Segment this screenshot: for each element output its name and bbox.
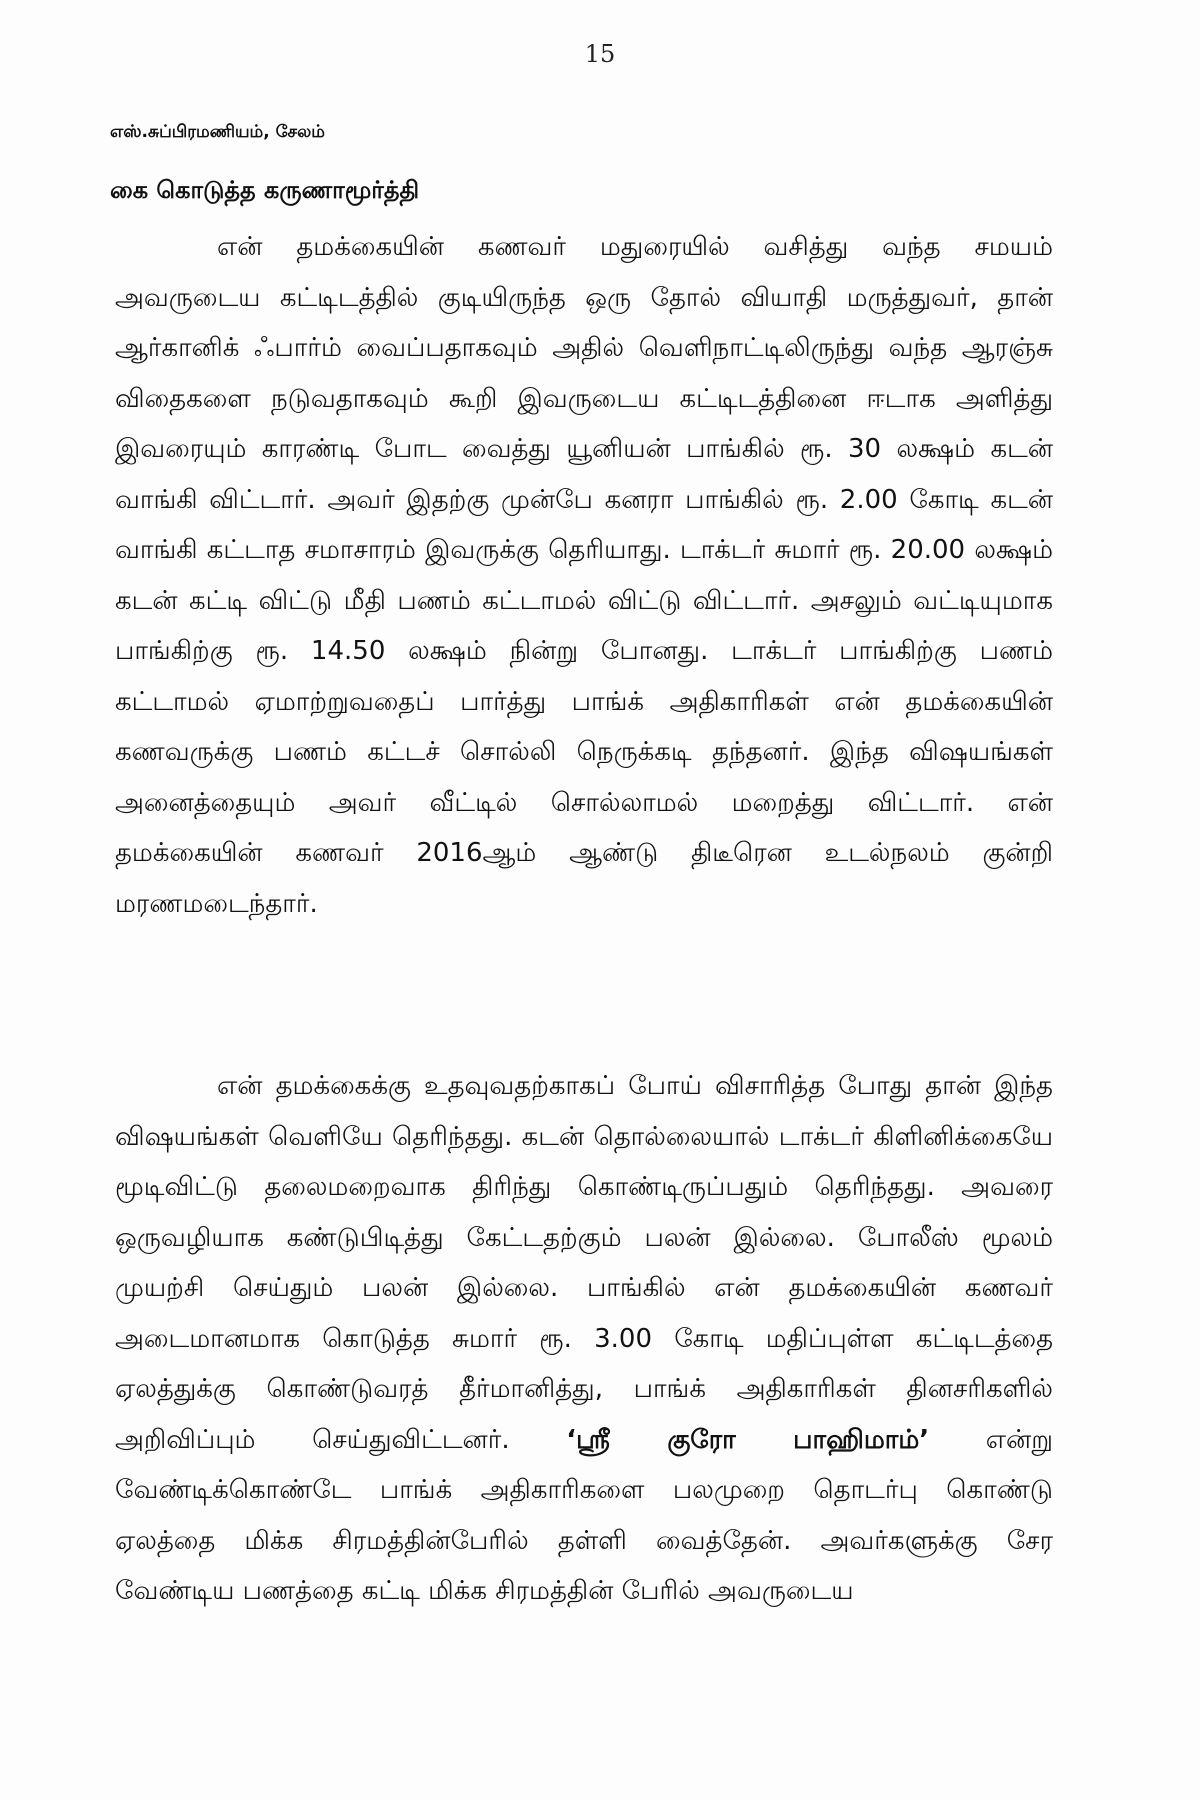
paragraph-2-text-end: என்று வேண்டிக்கொண்டே பாங்க் அதிகாரிகளை பலமுறை தொடர்பு கொண்டு ஏலத்தை மிக்க சிரமத்தின்பேரில் தள்ளி வைத்தேன். அவர்களுக்கு சேர வேண்டிய பணத்தை கட்டி மிக்க சிரமத்தின் பேரில் அவருடைய <box>115 1424 1053 1606</box>
author-byline: எஸ்.சுப்பிரமணியம், சேலம் <box>110 122 325 142</box>
article-title: கை கொடுத்த கருணாமூர்த்தி <box>110 176 420 204</box>
page-number: 15 <box>584 40 616 68</box>
body-paragraph-2 <box>115 1061 1053 1617</box>
body-paragraph-1-block <box>115 222 1053 929</box>
body-paragraph-2-block <box>115 1061 1053 1617</box>
deity-invocation: ‘ஸ்ரீ குரோ பாஹிமாம்’ <box>566 1424 930 1455</box>
paragraph-2-text-start: என் தமக்கைக்கு உதவுவதற்காகப் போய் விசாரித்த போது தான் இந்த விஷயங்கள் வெளியே தெரிந்தது. கடன் தொல்லையால் டாக்டர் கிளினிக்கையே மூடிவிட்டு தலைமறைவாக திரிந்து கொண்டிருப்பதும் தெரிந்தது. அவரை ஒருவழியாக கண்டுபிடித்து கேட்டதற்கும் பலன் இல்லை. போலீஸ் மூலம் முயற்சி செய்தும் பலன் இல்லை. பாங்கில் என் தமக்கையின் கணவர் அடைமானமாக கொடுத்த சுமார் ரூ. 3.00 கோடி மதிப்புள்ள கட்டிடத்தை ஏலத்துக்கு கொண்டுவரத் தீர்மானித்து, பாங்க் அதிகாரிகள் தினசரிகளில் அறிவிப்பும் செய்துவிட்டனர். <box>115 1071 1053 1455</box>
body-paragraph-1: என் தமக்கையின் கணவர் மதுரையில் வசித்து வந்த சமயம் அவருடைய கட்டிடத்தில் குடியிருந்த ஒரு தோல் வியாதி மருத்துவர், தான் ஆர்கானிக் ஃபார்ம் வைப்பதாகவும் அதில் வெளிநாட்டிலிருந்து வந்த ஆரஞ்சு விதைகளை நடுவதாகவும் கூறி இவருடைய கட்டிடத்தினை ஈடாக அளித்து இவரையும் காரண்டி போட வைத்து யூனியன் பாங்கில் ரூ. 30 லக்ஷம் கடன் வாங்கி விட்டார். அவர் இதற்கு முன்பே கனரா பாங்கில் ரூ. 2.00 கோடி கடன் வாங்கி கட்டாத சமாசாரம் இவருக்கு தெரியாது. டாக்டர் சுமார் ரூ. 20.00 லக்ஷம் கடன் கட்டி விட்டு மீதி பணம் கட்டாமல் விட்டு விட்டார். அசலும் வட்டியுமாக பாங்கிற்கு ரூ. 14.50 லக்ஷம் நின்று போனது. டாக்டர் பாங்கிற்கு பணம் கட்டாமல் ஏமாற்றுவதைப் பார்த்து பாங்க் அதிகாரிகள் என் தமக்கையின் கணவருக்கு பணம் கட்டச் சொல்லி நெருக்கடி தந்தனர். இந்த விஷயங்கள் அனைத்தையும் அவர் வீட்டில் சொல்லாமல் மறைத்து விட்டார். என் தமக்கையின் கணவர் 2016ஆம் ஆண்டு திடீரென உடல்நலம் குன்றி மரணமடைந்தார். <box>115 232 1053 919</box>
